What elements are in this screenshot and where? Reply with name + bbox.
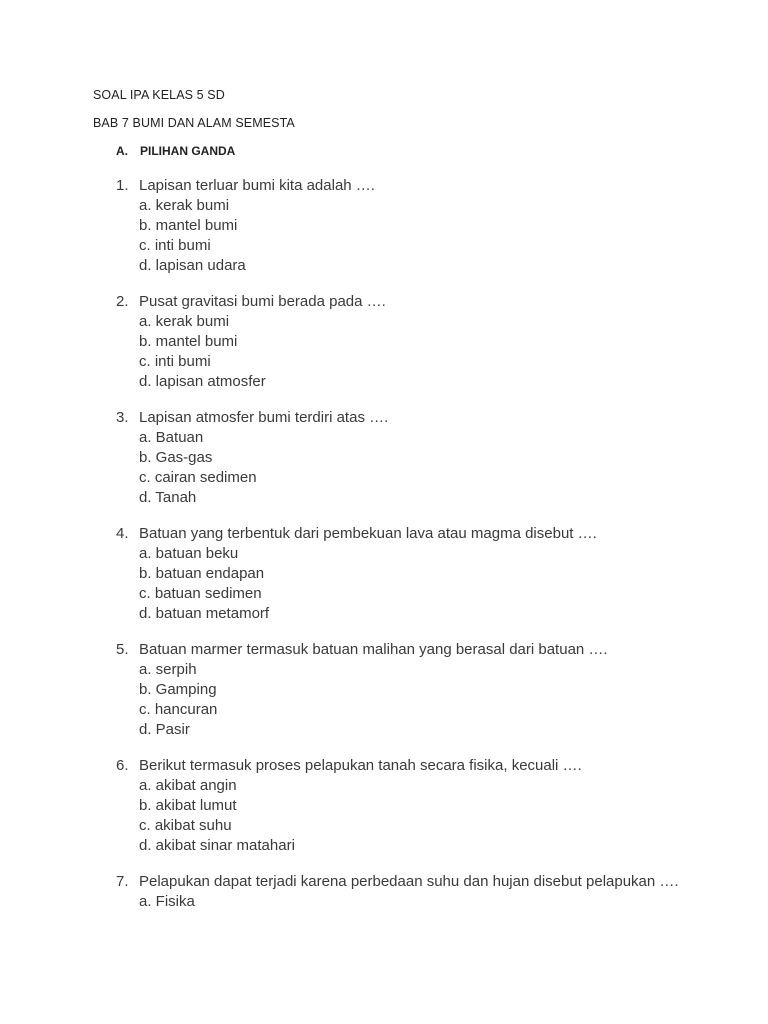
question-number: 2. [116,293,129,310]
option-item: b. Gamping [139,681,217,698]
option-item: a. kerak bumi [139,197,230,214]
option-item: a. Fisika [139,893,195,910]
option-item: d. Pasir [139,721,190,738]
question-text: Batuan marmer termasuk batuan malihan yang berasal dari batuan …. [139,641,608,658]
option-list [139,544,716,624]
option-item: d. Tanah [139,489,197,506]
option-item: b. mantel bumi [139,217,238,234]
option-item: d. akibat sinar matahari [139,837,295,854]
option-item: a. akibat angin [139,777,237,794]
option-item: d. lapisan atmosfer [139,373,266,390]
question-body [139,756,716,856]
question-item [116,176,716,276]
option-list [139,196,716,276]
question-body [139,524,716,624]
question-number: 7. [116,873,129,890]
question-item [116,408,716,508]
option-item: b. batuan endapan [139,565,265,582]
question-number: 1. [116,177,129,194]
option-list [139,312,716,392]
question-item [116,640,716,740]
question-item [116,756,716,856]
question-number: 3. [116,409,129,426]
question-number: 5. [116,641,129,658]
question-number: 4. [116,525,129,542]
option-list [139,660,716,740]
option-item: c. inti bumi [139,353,211,370]
question-body [139,408,716,508]
question-item [116,292,716,392]
section-title: PILIHAN GANDA [140,144,236,158]
question-body [139,292,716,392]
section-label: A. [116,144,128,158]
option-item: d. batuan metamorf [139,605,270,622]
option-item: b. mantel bumi [139,333,238,350]
question-body [139,640,716,740]
option-item: c. inti bumi [139,237,211,254]
option-item: a. batuan beku [139,545,239,562]
option-item: a. serpih [139,661,197,678]
option-item: a. kerak bumi [139,313,230,330]
option-list [139,428,716,508]
question-number: 6. [116,757,129,774]
option-item: c. akibat suhu [139,817,232,834]
question-body [139,872,716,912]
question-item [116,872,716,912]
option-item: b. akibat lumut [139,797,237,814]
option-list [139,776,716,856]
question-item [116,524,716,624]
option-list [139,892,716,912]
question-body [139,176,716,276]
question-list [116,176,716,928]
question-text: Lapisan atmosfer bumi terdiri atas …. [139,409,389,426]
section-heading [116,144,235,158]
question-text: Pelapukan dapat terjadi karena perbedaan suhu dan hujan disebut pelapukan …. [139,873,679,890]
option-item: c. batuan sedimen [139,585,262,602]
option-item: c. hancuran [139,701,218,718]
question-text: Lapisan terluar bumi kita adalah …. [139,177,375,194]
option-item: a. Batuan [139,429,204,446]
question-text: Berikut termasuk proses pelapukan tanah secara fisika, kecuali …. [139,757,582,774]
option-item: c. cairan sedimen [139,469,257,486]
option-item: d. lapisan udara [139,257,246,274]
option-item: b. Gas-gas [139,449,213,466]
chapter-title: BAB 7 BUMI DAN ALAM SEMESTA [93,116,295,130]
question-text: Batuan yang terbentuk dari pembekuan lava atau magma disebut …. [139,525,597,542]
document-title: SOAL IPA KELAS 5 SD [93,88,225,102]
question-text: Pusat gravitasi bumi berada pada …. [139,293,386,310]
